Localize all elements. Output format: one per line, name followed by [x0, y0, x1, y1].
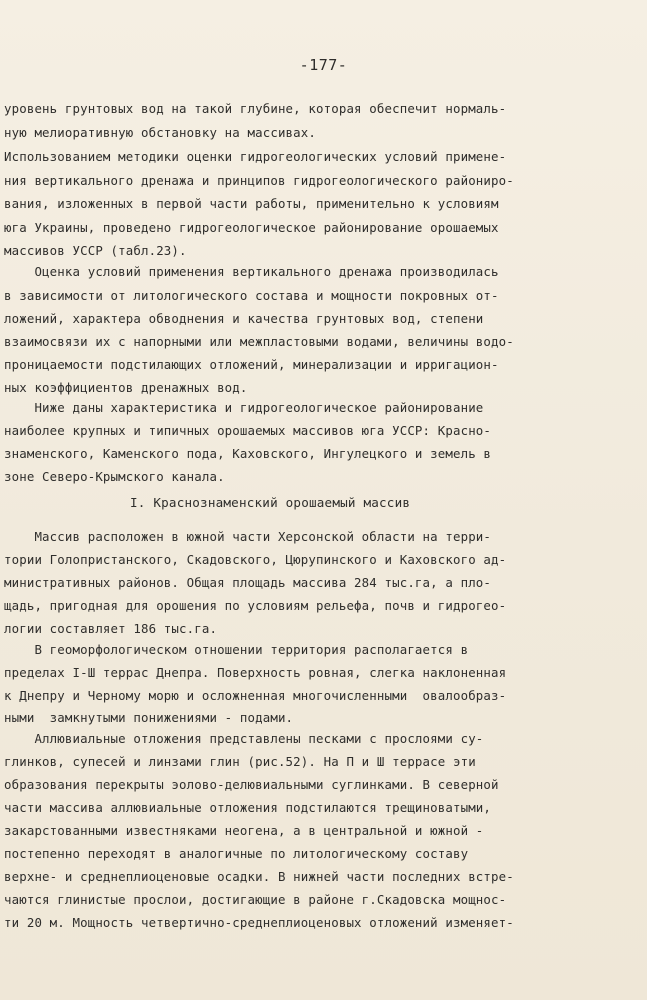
text-line: части массива аллювиальные отложения подстилаются трещиноватыми, [4, 800, 492, 815]
text-line: щадь, пригодная для орошения по условиям рельефа, почв и гидрогео- [4, 598, 507, 613]
text-line: тории Голопристанского, Скадовского, Цюрупинского и Каховского ад- [4, 552, 507, 567]
text-line: ными замкнутыми понижениями - подами. [4, 710, 294, 725]
text-line: министративных районов. Общая площадь массива 284 тыс.га, а пло- [4, 575, 492, 590]
page-number: -177- [299, 56, 348, 74]
text-line: к Днепру и Черному морю и осложненная многочисленными овалообраз- [4, 688, 507, 703]
text-line: логии составляет 186 тыс.га. [4, 621, 218, 636]
text-line: в зависимости от литологического состава и мощности покровных от- [4, 288, 499, 303]
text-line: верхне- и среднеплиоценовые осадки. В нижней части последних встре- [4, 869, 514, 884]
text-line: знаменского, Каменского пода, Каховского, Ингулецкого и земель в [4, 446, 492, 461]
text-line: чаются глинистые прослои, достигающие в районе г.Скадовска мощнос- [4, 892, 507, 907]
text-line: зоне Северо-Крымского канала. [4, 469, 225, 484]
text-line: Использованием методики оценки гидрогеологических условий примене- [4, 149, 507, 164]
text-line: ти 20 м. Мощность четвертично-среднеплиоценовых отложений изменяет- [4, 915, 514, 930]
text-line: наиболее крупных и типичных орошаемых массивов юга УССР: Красно- [4, 423, 492, 438]
text-line: постепенно переходят в аналогичные по литологическому составу [4, 846, 469, 861]
text-line: взаимосвязи их с напорными или межпластовыми водами, величины водо- [4, 334, 514, 349]
text-line: пределах I-Ш террас Днепра. Поверхность ровная, слегка наклоненная [4, 665, 507, 680]
section-heading: I. Краснознаменский орошаемый массив [130, 495, 411, 510]
text-line: Оценка условий применения вертикального дренажа производилась [4, 264, 499, 279]
text-line: ния вертикального дренажа и принципов гидрогеологического райониро- [4, 173, 514, 188]
text-line: Аллювиальные отложения представлены песками с прослоями су- [4, 731, 484, 746]
text-line: ных коэффициентов дренажных вод. [4, 380, 248, 395]
text-line: ную мелиоративную обстановку на массивах. [4, 125, 317, 140]
text-line: массивов УССР (табл.23). [4, 243, 187, 258]
text-line: образования перекрыты эолово-делювиальными суглинками. В северной [4, 777, 499, 792]
text-line: проницаемости подстилающих отложений, минерализации и ирригацион- [4, 357, 499, 372]
text-line: глинков, супесей и линзами глин (рис.52). На П и Ш террасе эти [4, 754, 476, 769]
text-line: вания, изложенных в первой части работы, применительно к условиям [4, 196, 499, 211]
text-line: Массив расположен в южной части Херсонской области на терри- [4, 529, 492, 544]
text-line: закарстованными известняками неогена, а в центральной и южной - [4, 823, 484, 838]
text-line: уровень грунтовых вод на такой глубине, которая обеспечит нормаль- [4, 101, 507, 116]
text-line: Ниже даны характеристика и гидрогеологическое районирование [4, 400, 484, 415]
text-line: В геоморфологическом отношении территория располагается в [4, 642, 469, 657]
text-line: юга Украины, проведено гидрогеологическое районирование орошаемых [4, 220, 499, 235]
text-line: ложений, характера обводнения и качества грунтовых вод, степени [4, 311, 484, 326]
